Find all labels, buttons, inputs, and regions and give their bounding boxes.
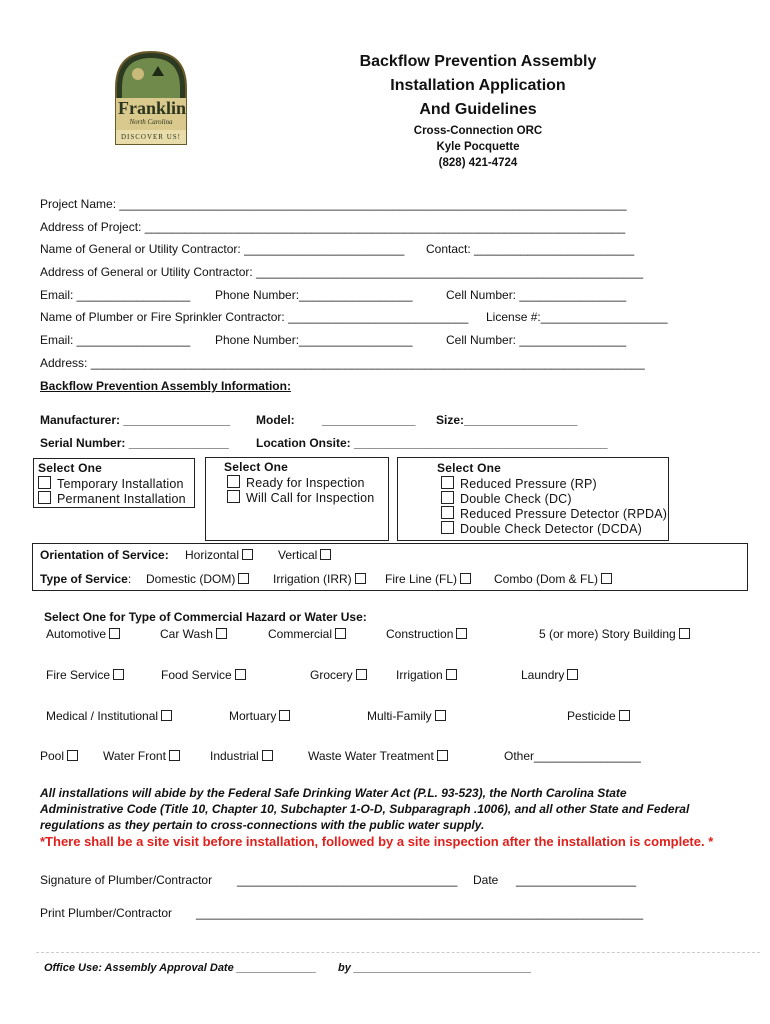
option-temporary[interactable] [38,476,184,491]
print-name-label: Print Plumber/Contractor [40,906,173,920]
hazard-other-field[interactable]: Other________________ [504,749,641,763]
size-field[interactable]: Size:_________________ [436,413,578,427]
service-label-wrap [40,572,131,586]
model-field[interactable]: ______________ [322,413,416,427]
signature-field[interactable]: _________________________________ [237,873,458,887]
service-combo[interactable] [494,572,612,586]
site-visit-notice: *There shall be a site visit before installation, followed by a site inspection after the installation is complete. * [40,834,714,849]
legal-line-2: Administrative Code (Title 10, Chapter 10, Subchapter 1-O-D, Subparagraph .1006), and all other State and Federal [40,802,690,816]
checkbox[interactable] [446,669,457,680]
hazard-heading: Select One for Type of Commercial Hazard or Water Use: [44,610,367,624]
checkbox[interactable] [437,750,448,761]
cell-field-1[interactable]: Cell Number: ________________ [446,288,627,302]
franklin-logo [108,48,194,148]
logo-state: North Carolina [129,118,173,126]
option-label: Water Front [103,749,166,763]
service-colon: : [127,572,132,586]
service-fire-line[interactable] [385,572,471,586]
option-label: Reduced Pressure (RP) [460,477,597,491]
hazard-commercial[interactable] [268,627,346,641]
checkbox[interactable] [456,628,467,639]
address-general-field[interactable]: Address of General or Utility Contractor: __________________________________________________________ [40,265,644,279]
option-label: Laundry [521,668,565,682]
hazard-story-building[interactable] [539,627,690,641]
option-label: Grocery [310,668,353,682]
option-label: Double Check Detector (DCDA) [460,522,643,536]
checkbox[interactable] [109,628,120,639]
option-label: Construction [386,627,454,641]
option-label: Car Wash [160,627,213,641]
signature-label: Signature of Plumber/Contractor [40,873,213,887]
checkbox[interactable] [435,710,446,721]
serial-field[interactable]: Serial Number: _______________ [40,436,229,450]
option-label: Food Service [161,668,232,682]
option-label: Ready for Inspection [246,476,365,490]
orientation-vertical[interactable] [278,548,331,562]
option-label: Double Check (DC) [460,492,572,506]
project-name-field[interactable]: Project Name: ____________________________________________________________________________ [40,197,627,211]
hazard-fire-service[interactable] [46,668,124,682]
license-field[interactable]: License #:___________________ [486,310,668,324]
option-will-call[interactable] [227,490,374,505]
checkbox[interactable] [238,573,249,584]
hazard-grocery[interactable] [310,668,367,682]
checkbox[interactable] [601,573,612,584]
divider [36,952,760,953]
checkbox[interactable] [335,628,346,639]
option-label: Multi-Family [367,709,432,723]
model-label: Model: [256,413,295,427]
option-label: Irrigation [396,668,443,682]
checkbox[interactable] [67,750,78,761]
option-label: Will Call for Inspection [246,491,375,505]
box1-heading: Select One [38,461,103,475]
cell-field-2[interactable]: Cell Number: ________________ [446,333,627,347]
option-label: Combo (Dom & FL) [494,572,599,586]
service-domestic[interactable] [146,572,249,586]
option-label: Fire Line (FL) [385,572,458,586]
print-name-field[interactable]: ___________________________________________________________________ [196,906,644,920]
orientation-label: Orientation of Service: [40,548,169,562]
checkbox[interactable] [567,669,578,680]
location-field[interactable]: Location Onsite: ______________________________________ [256,436,608,450]
option-rpda[interactable] [441,506,667,521]
title-line-3: And Guidelines [419,101,537,118]
legal-line-1: All installations will abide by the Federal Safe Drinking Water Act (P.L. 93-523), the North Carolina State [40,786,627,800]
checkbox[interactable] [355,573,366,584]
date-field[interactable]: __________________ [516,873,637,887]
option-label: Pesticide [567,709,616,723]
hazard-mortuary[interactable] [229,709,290,723]
checkbox[interactable] [242,549,253,560]
orc-person: Kyle Pocquette [436,141,520,153]
hazard-construction[interactable] [386,627,467,641]
office-approval-by: by _____________________________ [338,962,532,974]
general-contractor-field[interactable]: Name of General or Utility Contractor: ________________________ [40,242,405,256]
phone-field-1[interactable]: Phone Number:_________________ [215,288,413,302]
address-field[interactable]: Address: ___________________________________________________________________________________ [40,356,645,370]
hazard-car-wash[interactable] [160,627,227,641]
orientation-horizontal[interactable] [185,548,253,562]
hazard-pesticide[interactable] [567,709,630,723]
plumber-field[interactable]: Name of Plumber or Fire Sprinkler Contractor: ___________________________ [40,310,469,324]
orc-title: Cross-Connection ORC [413,125,543,137]
checkbox[interactable] [262,750,273,761]
assembly-heading: Backflow Prevention Assembly Information: [40,379,291,393]
phone-field-2[interactable]: Phone Number:_________________ [215,333,413,347]
hazard-laundry[interactable] [521,668,578,682]
option-dc[interactable] [441,491,572,506]
checkbox[interactable] [113,669,124,680]
checkbox[interactable] [460,573,471,584]
hazard-medical[interactable] [46,709,172,723]
option-label: Domestic (DOM) [146,572,236,586]
date-label: Date [473,873,499,887]
option-label: Commercial [268,627,333,641]
option-label: Reduced Pressure Detector (RPDA) [460,507,668,521]
legal-line-3: regulations as they pertain to cross-connections with the public water supply. [40,818,485,832]
checkbox[interactable] [161,710,172,721]
contact-field[interactable]: Contact: ________________________ [426,242,635,256]
logo-name: Franklin [118,98,187,118]
logo-tagline: DISCOVER US! [120,133,182,141]
checkbox[interactable] [169,750,180,761]
checkbox[interactable] [38,491,51,504]
option-label: Permanent Installation [57,492,186,506]
title-line-1: Backflow Prevention Assembly [359,53,597,70]
option-label: Pool [40,749,65,763]
checkbox[interactable] [441,476,454,489]
option-label: Fire Service [46,668,111,682]
hazard-pool[interactable] [40,749,78,763]
hazard-automotive[interactable] [46,627,120,641]
service-irrigation[interactable] [273,572,366,586]
box2-heading: Select One [224,460,289,474]
title-line-2: Installation Application [390,77,566,94]
option-label: Horizontal [185,548,240,562]
hazard-waste-water[interactable] [308,749,448,763]
option-label: Temporary Installation [57,477,184,491]
checkbox[interactable] [441,491,454,504]
option-label: Automotive [46,627,107,641]
checkbox[interactable] [38,476,51,489]
option-label: 5 (or more) Story Building [539,627,676,641]
option-rp[interactable] [441,476,597,491]
checkbox[interactable] [216,628,227,639]
checkbox[interactable] [441,521,454,534]
checkbox[interactable] [279,710,290,721]
email-field-2[interactable]: Email: _________________ [40,333,191,347]
option-dcda[interactable] [441,521,642,536]
option-permanent[interactable] [38,491,186,506]
option-label: Mortuary [229,709,277,723]
hazard-industrial[interactable] [210,749,273,763]
hazard-irrigation[interactable] [396,668,457,682]
checkbox[interactable] [679,628,690,639]
address-project-field[interactable]: Address of Project: ________________________________________________________________________ [40,220,626,234]
email-field-1[interactable]: Email: _________________ [40,288,191,302]
checkbox[interactable] [619,710,630,721]
option-label: Medical / Institutional [46,709,159,723]
hazard-multi-family[interactable] [367,709,446,723]
checkbox[interactable] [441,506,454,519]
hazard-water-front[interactable] [103,749,180,763]
checkbox[interactable] [235,669,246,680]
orientation-row [40,548,169,562]
orc-phone: (828) 421-4724 [438,157,518,169]
option-label: Waste Water Treatment [308,749,434,763]
checkbox[interactable] [227,475,240,488]
hazard-food-service[interactable] [161,668,246,682]
checkbox[interactable] [227,490,240,503]
manufacturer-field[interactable]: Manufacturer: ________________ [40,413,231,427]
option-label: Vertical [278,548,318,562]
box3-heading: Select One [437,461,502,475]
checkbox[interactable] [320,549,331,560]
option-ready[interactable] [227,475,365,490]
office-approval-date: Office Use: Assembly Approval Date _____________ [44,962,317,974]
service-label: Type of Service [40,572,128,586]
option-label: Irrigation (IRR) [273,572,352,586]
checkbox[interactable] [356,669,367,680]
option-label: Industrial [210,749,259,763]
